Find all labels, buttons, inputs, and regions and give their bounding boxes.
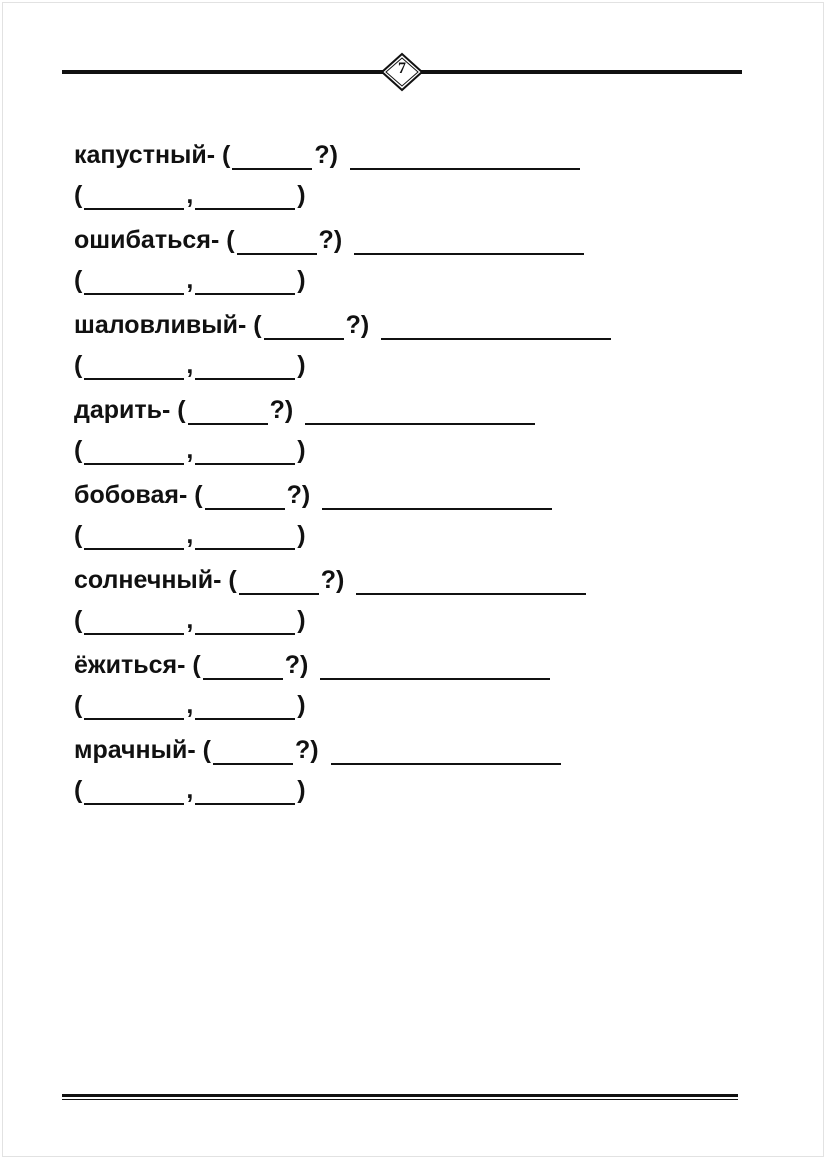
dash-paren: - ( <box>206 141 231 169</box>
pair-line <box>74 516 306 550</box>
answer-line[interactable] <box>331 739 561 765</box>
page-number: 7 <box>398 60 406 77</box>
word: ёжиться <box>74 651 178 679</box>
question-mark: ?) <box>286 481 311 509</box>
dash-paren: - ( <box>213 566 237 594</box>
pair-blank-1[interactable] <box>84 609 184 635</box>
open-paren: ( <box>74 606 83 634</box>
pair-blank-2[interactable] <box>195 354 295 380</box>
comma: , <box>186 776 194 804</box>
pair-blank-2[interactable] <box>195 609 295 635</box>
exercise-item <box>74 468 694 553</box>
open-paren: ( <box>74 266 83 294</box>
question-mark: ?) <box>295 736 319 764</box>
pair-line <box>74 261 306 295</box>
close-paren: ) <box>297 606 306 634</box>
question-mark: ?) <box>314 141 338 169</box>
close-paren: ) <box>297 266 306 294</box>
word-line <box>74 134 582 170</box>
word-line <box>74 729 563 765</box>
answer-line[interactable] <box>381 314 611 340</box>
open-paren: ( <box>74 181 83 209</box>
pair-blank-1[interactable] <box>84 269 184 295</box>
pair-blank-1[interactable] <box>84 439 184 465</box>
dash-paren: - ( <box>162 396 186 424</box>
word: шаловливый <box>74 311 238 339</box>
comma: , <box>186 606 194 634</box>
word-line <box>74 219 586 255</box>
pair-blank-1[interactable] <box>84 524 184 550</box>
exercise-item <box>74 638 694 723</box>
exercise-item <box>74 128 694 213</box>
close-paren: ) <box>297 181 306 209</box>
pair-blank-1[interactable] <box>84 184 184 210</box>
answer-blank[interactable] <box>237 229 317 255</box>
pair-blank-2[interactable] <box>195 524 295 550</box>
footer-rule <box>62 1094 738 1097</box>
answer-line[interactable] <box>322 484 552 510</box>
pair-blank-2[interactable] <box>195 779 295 805</box>
answer-blank[interactable] <box>203 654 283 680</box>
word-line <box>74 559 588 595</box>
word-line <box>74 474 554 510</box>
word: солнечный <box>74 566 214 594</box>
pair-blank-2[interactable] <box>195 184 295 210</box>
exercise-item <box>74 553 694 638</box>
exercise-item <box>74 298 694 383</box>
comma: , <box>186 436 194 464</box>
answer-blank[interactable] <box>264 314 344 340</box>
question-mark: ?) <box>345 311 370 339</box>
comma: , <box>186 351 194 379</box>
pair-line <box>74 601 306 635</box>
comma: , <box>186 521 194 549</box>
pair-blank-1[interactable] <box>84 694 184 720</box>
dash-paren: - ( <box>237 311 262 339</box>
answer-line[interactable] <box>320 654 550 680</box>
close-paren: ) <box>297 521 306 549</box>
close-paren: ) <box>297 776 306 804</box>
answer-line[interactable] <box>305 399 535 425</box>
open-paren: ( <box>74 691 83 719</box>
answer-blank[interactable] <box>188 399 268 425</box>
close-paren: ) <box>297 351 306 379</box>
question-mark: ?) <box>318 226 343 254</box>
pair-blank-1[interactable] <box>84 779 184 805</box>
pair-line <box>74 431 306 465</box>
pair-line <box>74 771 306 805</box>
pair-line <box>74 346 306 380</box>
pair-blank-1[interactable] <box>84 354 184 380</box>
pair-blank-2[interactable] <box>195 439 295 465</box>
pair-blank-2[interactable] <box>195 694 295 720</box>
answer-blank[interactable] <box>205 484 285 510</box>
pair-blank-2[interactable] <box>195 269 295 295</box>
answer-line[interactable] <box>350 144 580 170</box>
open-paren: ( <box>74 776 83 804</box>
comma: , <box>186 691 194 719</box>
question-mark: ?) <box>269 396 294 424</box>
answer-line[interactable] <box>356 569 586 595</box>
dash-paren: - ( <box>187 736 211 764</box>
exercise-item <box>74 723 694 808</box>
word: мрачный <box>74 736 188 764</box>
close-paren: ) <box>297 436 306 464</box>
footer-rule-thin <box>62 1099 738 1100</box>
question-mark: ?) <box>284 651 309 679</box>
dash-paren: - ( <box>177 651 201 679</box>
word-line <box>74 389 537 425</box>
answer-blank[interactable] <box>239 569 319 595</box>
word-line <box>74 304 613 340</box>
pair-line <box>74 176 306 210</box>
answer-blank[interactable] <box>213 739 293 765</box>
word: дарить <box>74 396 163 424</box>
question-mark: ?) <box>320 566 345 594</box>
open-paren: ( <box>74 521 83 549</box>
exercise <box>74 128 694 808</box>
open-paren: ( <box>74 436 83 464</box>
dash-paren: - ( <box>210 226 235 254</box>
pair-line <box>74 686 306 720</box>
comma: , <box>186 266 194 294</box>
word: ошибаться <box>74 226 211 254</box>
dash-paren: - ( <box>178 481 203 509</box>
word-line <box>74 644 552 680</box>
word: бобовая <box>74 481 179 509</box>
exercise-item <box>74 383 694 468</box>
answer-line[interactable] <box>354 229 584 255</box>
open-paren: ( <box>74 351 83 379</box>
word: капустный <box>74 141 207 169</box>
comma: , <box>186 181 194 209</box>
exercise-item <box>74 213 694 298</box>
answer-blank[interactable] <box>232 144 312 170</box>
close-paren: ) <box>297 691 306 719</box>
